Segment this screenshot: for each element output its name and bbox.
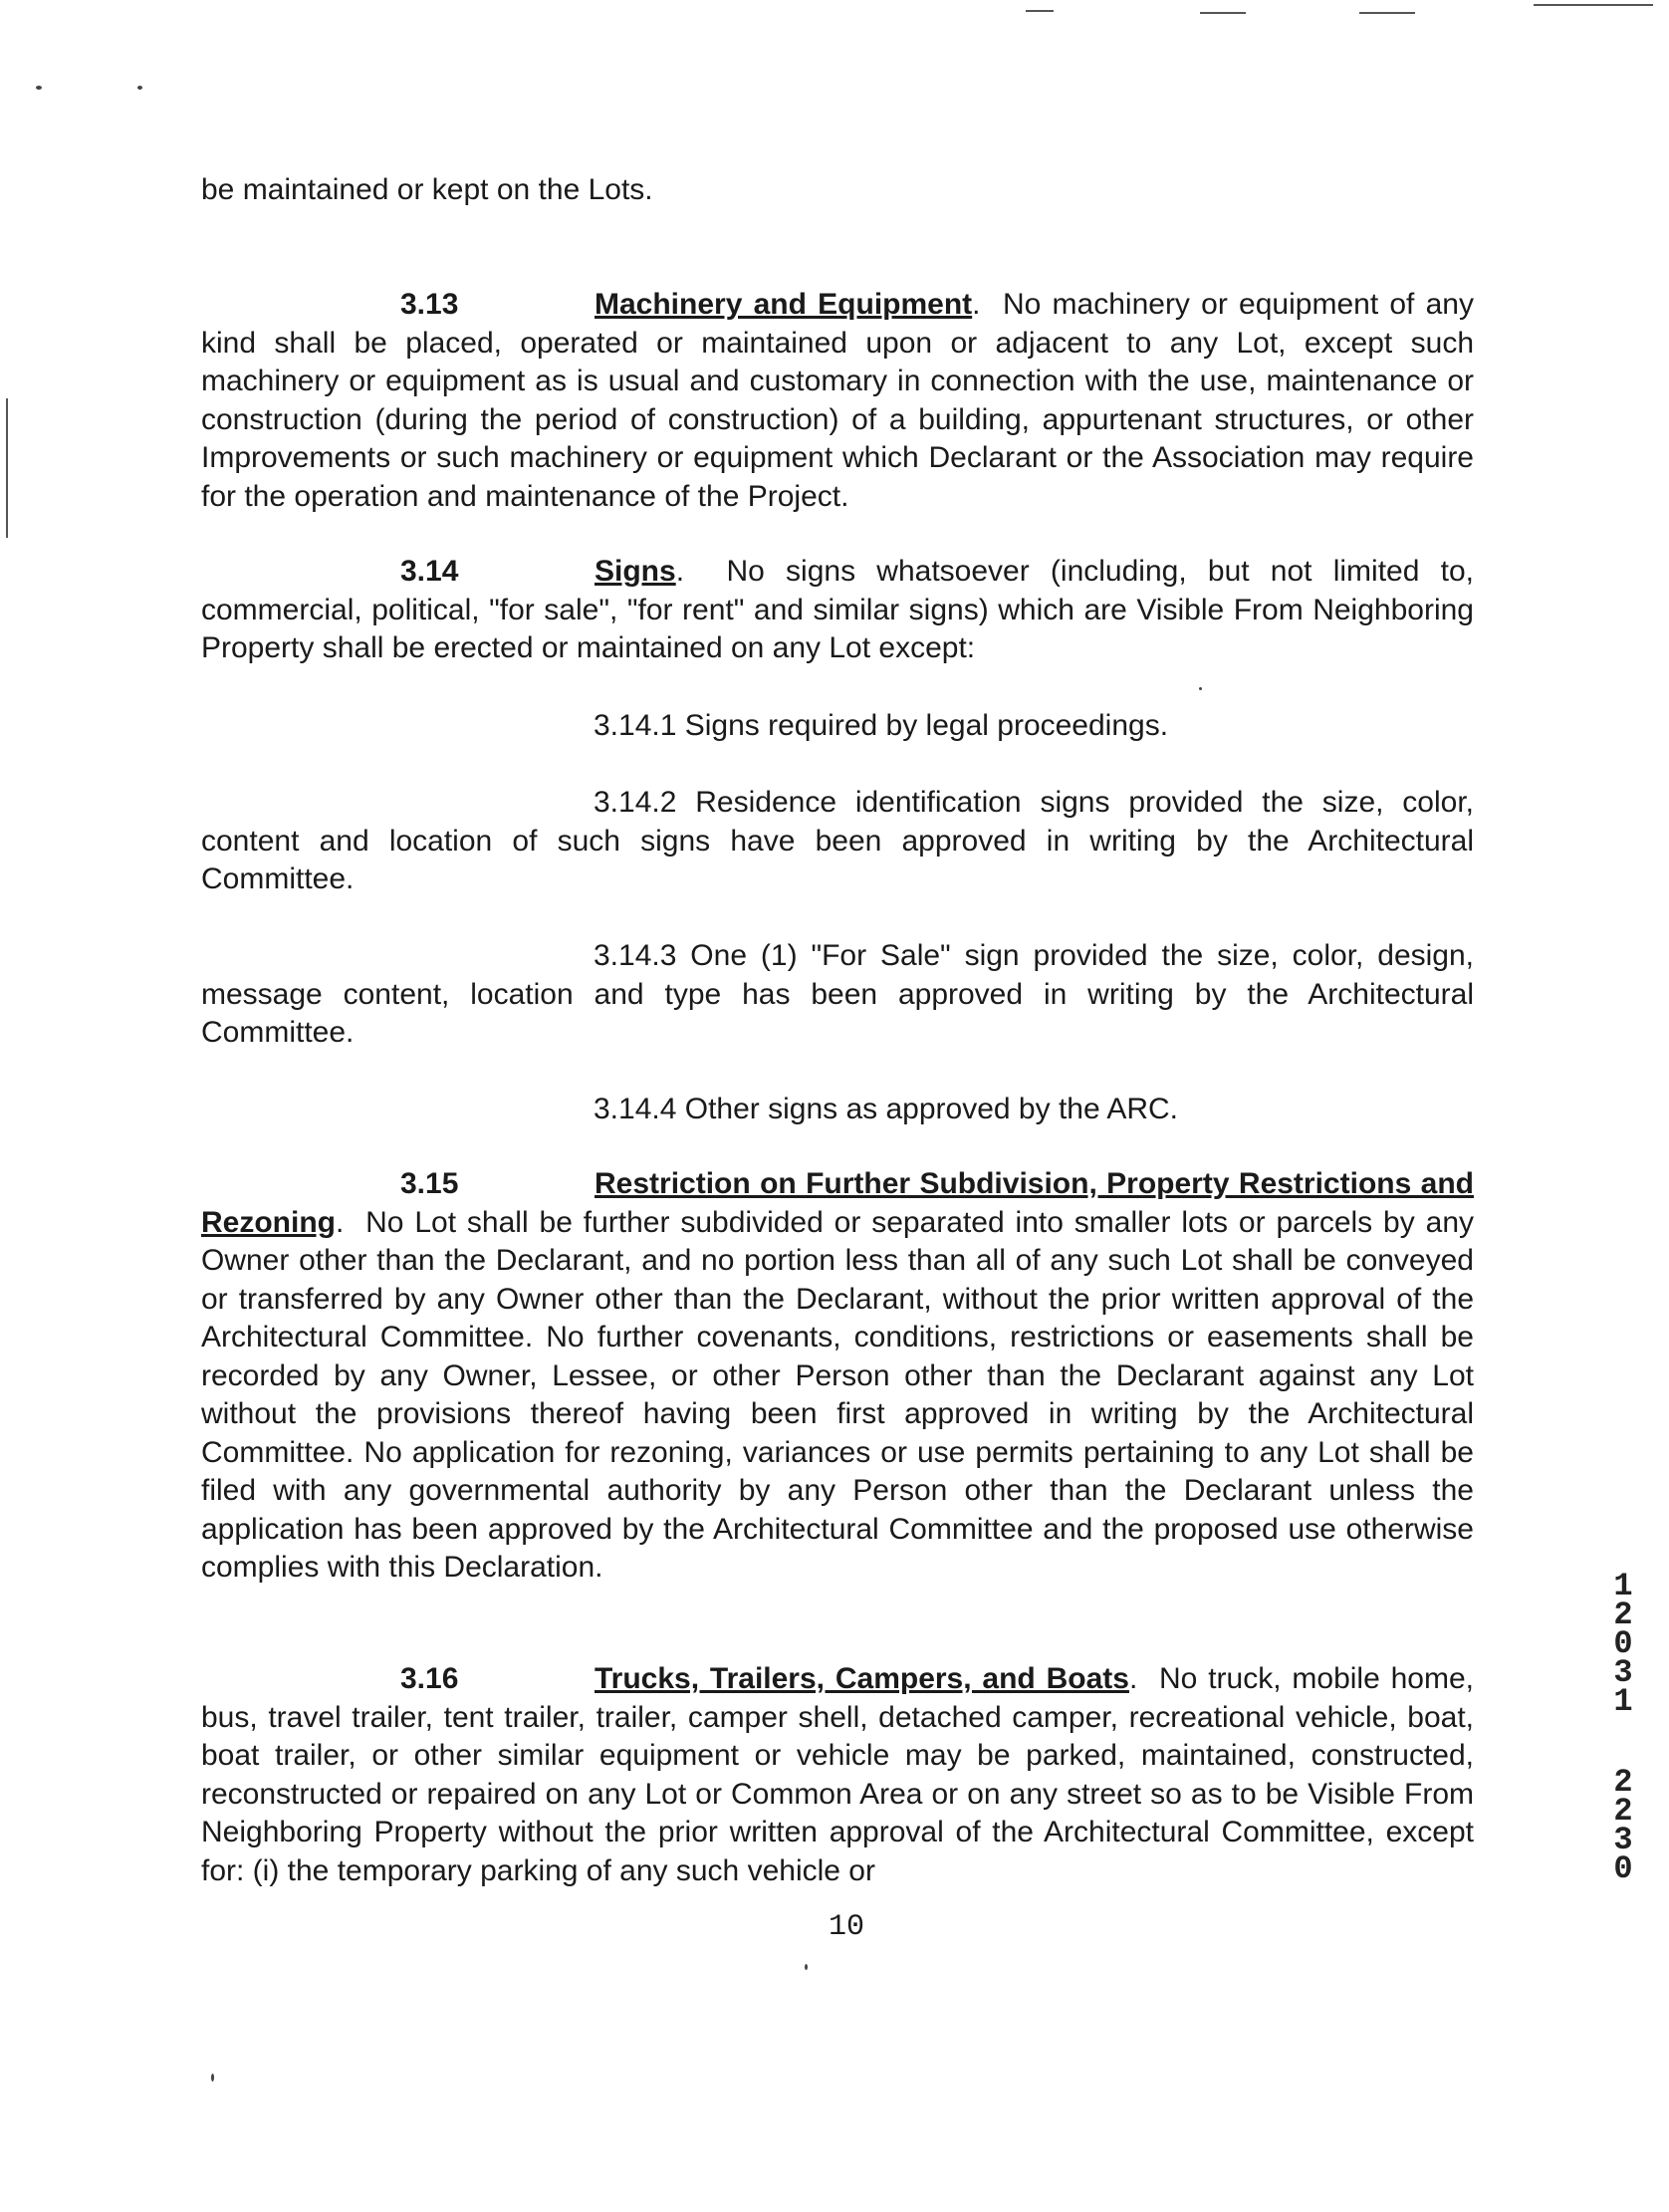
- subsection-3-14-3: [201, 937, 1474, 1053]
- scan-artifact-top-1: [1026, 10, 1054, 12]
- section-body: No machinery or equipment of any kind shall be placed, operated or maintained upon or adjacent to any Lot, except such machinery or equipment as is usual and customary in connection with the use, maintenance or construction (during the period of construction) of a building, appurtenant structures, or other Improvements or such machinery or equipment which Declarant or the Association may require for the operation and maintenance of the Project.: [201, 288, 1474, 513]
- section-body: No truck, mobile home, bus, travel trailer, tent trailer, trailer, camper shell, detached camper, recreational vehicle, boat, boat trailer, or other similar equipment or vehicle may be parked, maintained, constructed, reconstructed or repaired on any Lot or Common Area or on any street so as to be Visible From Neighboring Property without the prior written approval of the Architectural Committee, except for: (i) the temporary parking of any such vehicle or: [201, 1662, 1474, 1887]
- subsection-text: 3.14.2 Residence identification signs provided the size, color, content and location of such signs have been approved in writing by the Architectural Committee.: [201, 786, 1474, 895]
- section-3-13: 3.13 Machinery and Equipment. No machinery or equipment of any kind shall be placed, operated or maintained upon or adjacent to any Lot, except such machinery or equipment as is usual and customary in connection with the use, maintenance or construction (during the period of construction) of a building, appurtenant structures, or other Improvements or such machinery or equipment which Declarant or the Association may require for the operation and maintenance of the Project.: [201, 288, 1474, 513]
- section-3-14: 3.14 Signs. No signs whatsoever (including, but not limited to, commercial, political, "for sale", "for rent" and similar signs) which are Visible From Neighboring Property shall be erected or maintained on any Lot except:: [201, 555, 1474, 664]
- section-title: Restriction on Further Subdivision, Property Restrictions and Rezoning: [201, 1167, 1474, 1239]
- section-number: 3.16: [400, 1662, 459, 1695]
- stamp-digit: 1: [1613, 1568, 1633, 1604]
- section-number: 3.15: [400, 1167, 459, 1200]
- stamp-digit: 2: [1613, 1764, 1633, 1801]
- subsection-3-14-1: [201, 707, 1474, 746]
- stamp-digit: 0: [1613, 1850, 1633, 1887]
- recording-stamp-upper: [1603, 1568, 1643, 1720]
- scan-artifact-dot-3: [1199, 687, 1202, 690]
- scan-artifact-dot-2: [137, 86, 142, 90]
- recording-stamp-lower: [1603, 1764, 1643, 1887]
- subsection-3-14-4: [201, 1091, 1474, 1129]
- page-number: 10: [828, 1910, 864, 1944]
- scan-artifact-left-bar: [6, 398, 8, 538]
- scan-artifact-top-2: [1200, 12, 1246, 14]
- scan-artifact-top-3: [1359, 12, 1415, 14]
- subsection-text: 3.14.1 Signs required by legal proceedings.: [594, 709, 1169, 742]
- scan-artifact-dot-5: [805, 1964, 808, 1970]
- section-body: No Lot shall be further subdivided or separated into smaller lots or parcels by any Owner other than the Declarant, and no portion less than all of any such Lot shall be conveyed or transferred by any Owner other than the Declarant, without the prior written approval of the Architectural Committee. No further covenants, conditions, restrictions or easements shall be recorded by any Owner, Lessee, or other Person other than the Declarant against any Lot without the provisions thereof having been first approved in writing by the Architectural Committee. No application for rezoning, variances or use permits pertaining to any Lot shall be filed with any governmental authority by any Person other than the Declarant unless the application has been approved by the Architectural Committee and the proposed use otherwise complies with this Declaration.: [201, 1205, 1474, 1584]
- stamp-digit: 0: [1613, 1625, 1633, 1662]
- section-title: Signs: [595, 555, 676, 588]
- scan-artifact-dot-4: [211, 2074, 214, 2082]
- intro-text: be maintained or kept on the Lots.: [201, 173, 653, 206]
- stamp-digit: 1: [1613, 1683, 1633, 1720]
- stamp-digit: 3: [1613, 1822, 1633, 1858]
- scan-artifact-dot-1: [36, 86, 42, 90]
- section-title: Machinery and Equipment: [595, 288, 973, 321]
- subsection-3-14-2: [201, 784, 1474, 899]
- stamp-digit: 2: [1613, 1793, 1633, 1830]
- section-3-16: 3.16 Trucks, Trailers, Campers, and Boats. No truck, mobile home, bus, travel trailer, tent trailer, trailer, camper shell, detached camper, recreational vehicle, boat, boat trailer, or other similar equipment or vehicle may be parked, maintained, constructed, reconstructed or repaired on any Lot or Common Area or on any street so as to be Visible From Neighboring Property without the prior written approval of the Architectural Committee, except for: (i) the temporary parking of any such vehicle or: [201, 1662, 1474, 1887]
- intro-line: [201, 171, 1474, 210]
- stamp-digit: 2: [1613, 1597, 1633, 1633]
- section-title: Trucks, Trailers, Campers, and Boats: [595, 1662, 1129, 1695]
- section-number: 3.13: [400, 288, 459, 321]
- section-number: 3.14: [400, 555, 459, 588]
- subsection-text: 3.14.3 One (1) "For Sale" sign provided the size, color, design, message content, location and type has been approved in writing by the Architectural Committee.: [201, 939, 1474, 1049]
- section-body: No signs whatsoever (including, but not limited to, commercial, political, "for sale", "for rent" and similar signs) which are Visible From Neighboring Property shall be erected or maintained on any Lot except:: [201, 555, 1474, 664]
- subsection-text: 3.14.4 Other signs as approved by the ARC.: [594, 1093, 1179, 1125]
- stamp-digit: 3: [1613, 1654, 1633, 1691]
- scan-artifact-top-4: [1534, 4, 1653, 6]
- section-3-15: 3.15 Restriction on Further Subdivision, Property Restrictions and Rezoning. No Lot shall be further subdivided or separated into smaller lots or parcels by any Owner other than the Declarant, and no portion less than all of any such Lot shall be conveyed or transferred by any Owner other than the Declarant, without the prior written approval of the Architectural Committee. No further covenants, conditions, restrictions or easements shall be recorded by any Owner, Lessee, or other Person other than the Declarant against any Lot without the provisions thereof having been first approved in writing by the Architectural Committee. No application for rezoning, variances or use permits pertaining to any Lot shall be filed with any governmental authority by any Person other than the Declarant unless the application has been approved by the Architectural Committee and the proposed use otherwise complies with this Declaration.: [201, 1167, 1474, 1584]
